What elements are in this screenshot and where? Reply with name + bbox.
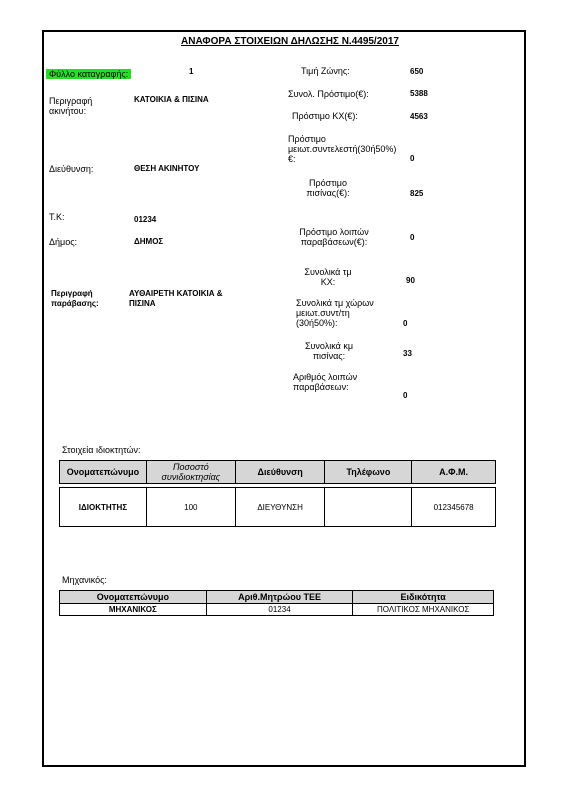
- owners-header-share: Ποσοστό συνιδιοκτησίας: [146, 461, 235, 484]
- fine-other-label: Πρόστιμο λοιπών παραβάσεων(€):: [299, 227, 369, 247]
- owner-address-cell: ΔΙΕΥΘΥΝΣΗ: [235, 488, 325, 527]
- postcode-label: Τ.Κ:: [49, 212, 65, 222]
- fine-kx-value: 4563: [410, 112, 428, 121]
- sheet-label: Φύλλο καταγραφής:: [46, 64, 131, 82]
- violation-desc-value: ΑΥΘΑΙΡΕΤΗ ΚΑΤΟΙΚΙΑ & ΠΙΣΙΝΑ: [129, 289, 223, 308]
- total-sqm-reduced-value: 0: [403, 319, 408, 328]
- engineer-name-cell: ΜΗΧΑΝΙΚΟΣ: [60, 604, 207, 616]
- fine-reduced-value: 0: [410, 154, 415, 163]
- municipality-label: Δήμος:: [49, 237, 78, 247]
- total-cubic-pool-label: Συνολικά κμ πισίνας:: [304, 341, 354, 361]
- total-sqm-kx-value: 90: [406, 276, 415, 285]
- property-desc-label: Περιγραφή ακινήτου:: [49, 96, 93, 116]
- owners-header-name: Ονοματεπώνυμο: [60, 461, 147, 484]
- total-cubic-pool-value: 33: [403, 349, 412, 358]
- sheet-value: 1: [189, 67, 194, 76]
- document-title: ΑΝΑΦΟΡΑ ΣΤΟΙΧΕΙΩΝ ΔΗΛΩΣΗΣ Ν.4495/2017: [181, 36, 399, 47]
- municipality-value: ΔΗΜΟΣ: [134, 237, 164, 246]
- engineer-specialty-cell: ΠΟΛΙΤΙΚΟΣ ΜΗΧΑΝΙΚΟΣ: [353, 604, 494, 616]
- owners-header-address: Διεύθυνση: [235, 461, 325, 484]
- total-fine-label: Συνολ. Πρόστιμο(€):: [288, 89, 369, 99]
- other-violations-count-label: Αριθμός λοιπών παραβάσεων:: [293, 372, 358, 392]
- engineer-tee-cell: 01234: [206, 604, 353, 616]
- fine-pool-label: Πρόστιμο πισίνας(€):: [306, 178, 350, 198]
- other-violations-count-value: 0: [403, 391, 408, 400]
- engineer-header-specialty: Ειδικότητα: [353, 591, 494, 604]
- document-frame: [42, 30, 526, 767]
- fine-kx-label: Πρόστιμο ΚΧ(€):: [292, 111, 358, 121]
- owners-section-label: Στοιχεία ιδιοκτητών:: [62, 445, 141, 455]
- zone-price-value: 650: [410, 67, 424, 76]
- owner-afm-cell: 012345678: [412, 488, 496, 527]
- engineer-header-name: Ονοματεπώνυμο: [60, 591, 207, 604]
- owners-table: [59, 460, 496, 527]
- owner-name-cell: ΙΔΙΟΚΤΗΤΗΣ: [60, 488, 147, 527]
- table-row: [60, 604, 494, 616]
- address-value: ΘΕΣΗ ΑΚΙΝΗΤΟΥ: [134, 164, 200, 173]
- fine-other-value: 0: [410, 233, 415, 242]
- violation-desc-label: Περιγραφή παράβασης:: [51, 289, 99, 308]
- zone-price-label: Τιμή Ζώνης:: [301, 66, 350, 76]
- address-label: Διεύθυνση:: [49, 164, 94, 174]
- total-sqm-kx-label: Συνολικά τμ ΚΧ:: [304, 267, 352, 287]
- owner-share-cell: 100: [146, 488, 235, 527]
- table-row: [60, 488, 496, 527]
- total-fine-value: 5388: [410, 89, 428, 98]
- engineer-header-row: [60, 591, 494, 604]
- total-sqm-reduced-label: Συνολικά τμ χώρων μειωτ.συντ/τη (30ή50%):: [296, 298, 374, 328]
- property-desc-value: ΚΑΤΟΙΚΙΑ & ΠΙΣΙΝΑ: [134, 95, 209, 104]
- fine-pool-value: 825: [410, 189, 424, 198]
- engineer-header-tee: Αριθ.Μητρώου ΤΕΕ: [206, 591, 353, 604]
- owner-phone-cell: [325, 488, 412, 527]
- postcode-value: 01234: [134, 215, 157, 224]
- owners-header-row: [60, 461, 496, 484]
- engineer-section-label: Μηχανικός:: [62, 575, 107, 585]
- owners-header-afm: Α.Φ.Μ.: [412, 461, 496, 484]
- fine-reduced-label: Πρόστιμο μειωτ.συντελεστή(30ή50%)€:: [288, 134, 397, 164]
- engineer-table: [59, 590, 494, 616]
- owners-header-phone: Τηλέφωνο: [325, 461, 412, 484]
